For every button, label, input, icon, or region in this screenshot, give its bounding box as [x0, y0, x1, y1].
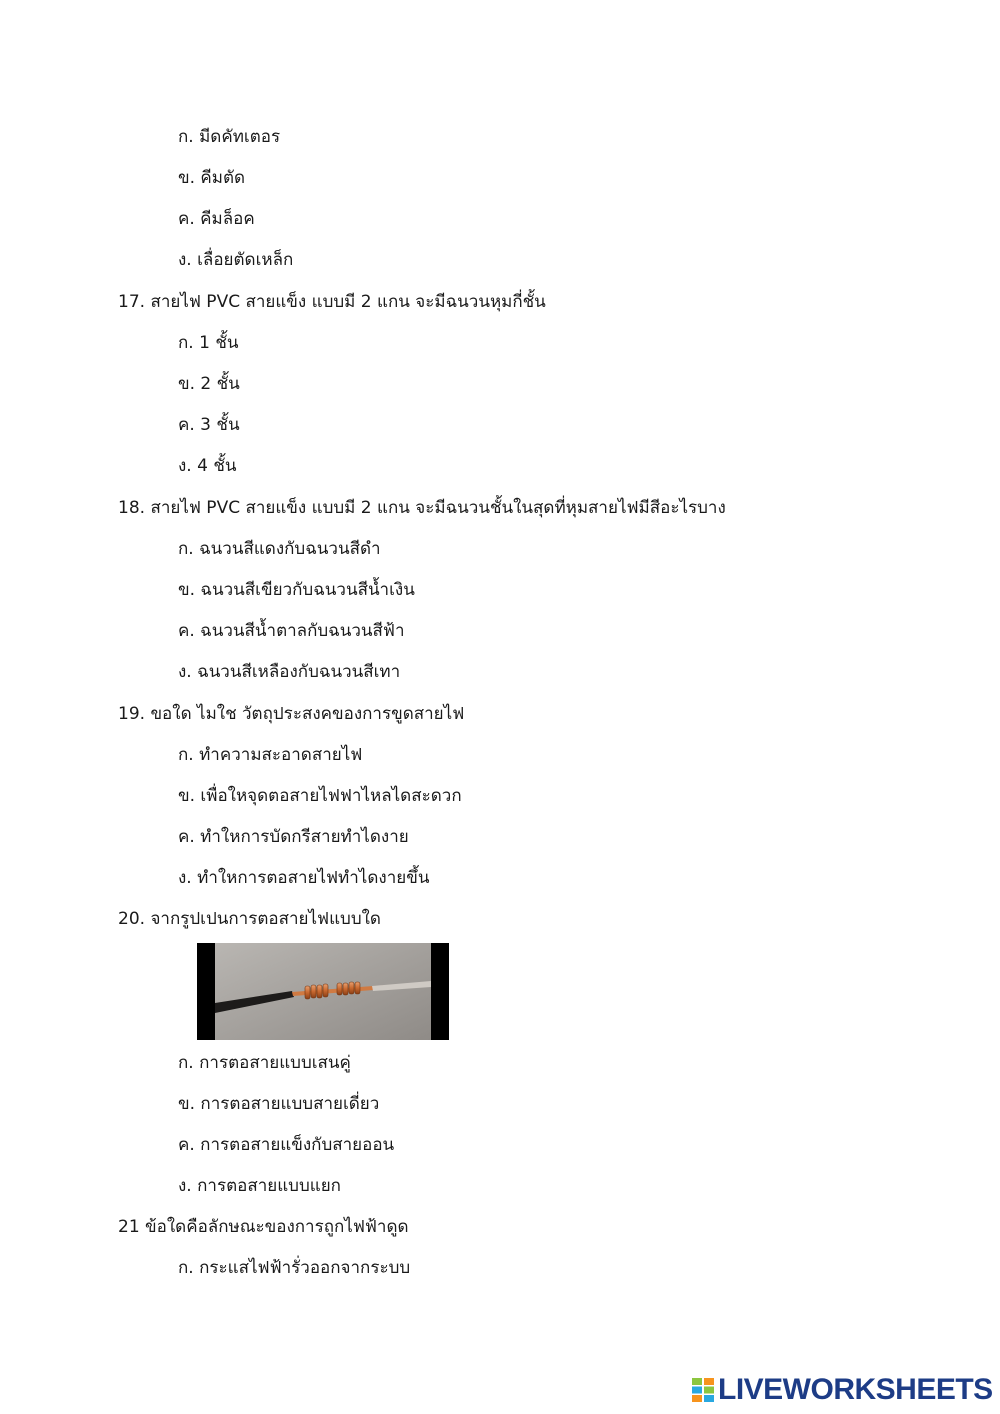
- q16-option-d: ง. เลื่อยตัดเหล็ก: [178, 250, 294, 270]
- q19-question: 19. ขอใด ไมใช วัตถุประสงคของการขูดสายไฟ: [118, 704, 465, 724]
- q17-option-b: ข. 2 ชั้น: [178, 374, 240, 394]
- spliced-wire-photo: [197, 943, 449, 1040]
- q16-option-b: ข. คีมตัด: [178, 168, 246, 188]
- liveworksheets-wordmark: LIVEWORKSHEETS: [718, 1373, 993, 1406]
- q21-option-a: ก. กระแสไฟฟ้ารั่วออกจากระบบ: [178, 1258, 411, 1278]
- q19-option-b: ข. เพื่อใหจุดตอสายไฟฟาไหลไดสะดวก: [178, 786, 462, 806]
- q18-question: 18. สายไฟ PVC สายแข็ง แบบมี 2 แกน จะมีฉนวนชั้นในสุดที่หุมสายไฟมีสีอะไรบาง: [118, 498, 726, 518]
- q18-option-c: ค. ฉนวนสีน้ำตาลกับฉนวนสีฟ้า: [178, 621, 405, 641]
- q16-option-c: ค. คีมล็อค: [178, 209, 255, 229]
- q19-option-c: ค. ทำใหการบัดกรีสายทำไดงาย: [178, 827, 409, 847]
- q21-question: 21 ข้อใดคือลักษณะของการถูกไฟฟ้าดูด: [118, 1217, 409, 1237]
- q20-option-c: ค. การตอสายแข็งกับสายออน: [178, 1135, 395, 1155]
- liveworksheets-logo: [692, 1374, 993, 1406]
- q18-option-d: ง. ฉนวนสีเหลืองกับฉนวนสีเทา: [178, 662, 401, 682]
- q16-option-a: ก. มีดคัทเตอร: [178, 127, 281, 147]
- liveworksheets-mark-icon: [692, 1378, 714, 1402]
- q17-option-a: ก. 1 ชั้น: [178, 333, 239, 353]
- q20-option-d: ง. การตอสายแบบแยก: [178, 1176, 341, 1196]
- q17-option-d: ง. 4 ชั้น: [178, 456, 237, 476]
- q19-option-a: ก. ทำความสะอาดสายไฟ: [178, 745, 363, 765]
- q18-option-b: ข. ฉนวนสีเขียวกับฉนวนสีน้ำเงิน: [178, 580, 415, 600]
- q17-option-c: ค. 3 ชั้น: [178, 415, 240, 435]
- q20-question: 20. จากรูปเปนการตอสายไฟแบบใด: [118, 909, 381, 929]
- q18-option-a: ก. ฉนวนสีแดงกับฉนวนสีดำ: [178, 539, 381, 559]
- q20-option-b: ข. การตอสายแบบสายเดี่ยว: [178, 1094, 380, 1114]
- q17-question: 17. สายไฟ PVC สายแข็ง แบบมี 2 แกน จะมีฉนวนหุมกี่ชั้น: [118, 292, 546, 312]
- q19-option-d: ง. ทำใหการตอสายไฟทำไดงายขึ้น: [178, 868, 430, 888]
- q20-option-a: ก. การตอสายแบบเสนคู่: [178, 1053, 351, 1073]
